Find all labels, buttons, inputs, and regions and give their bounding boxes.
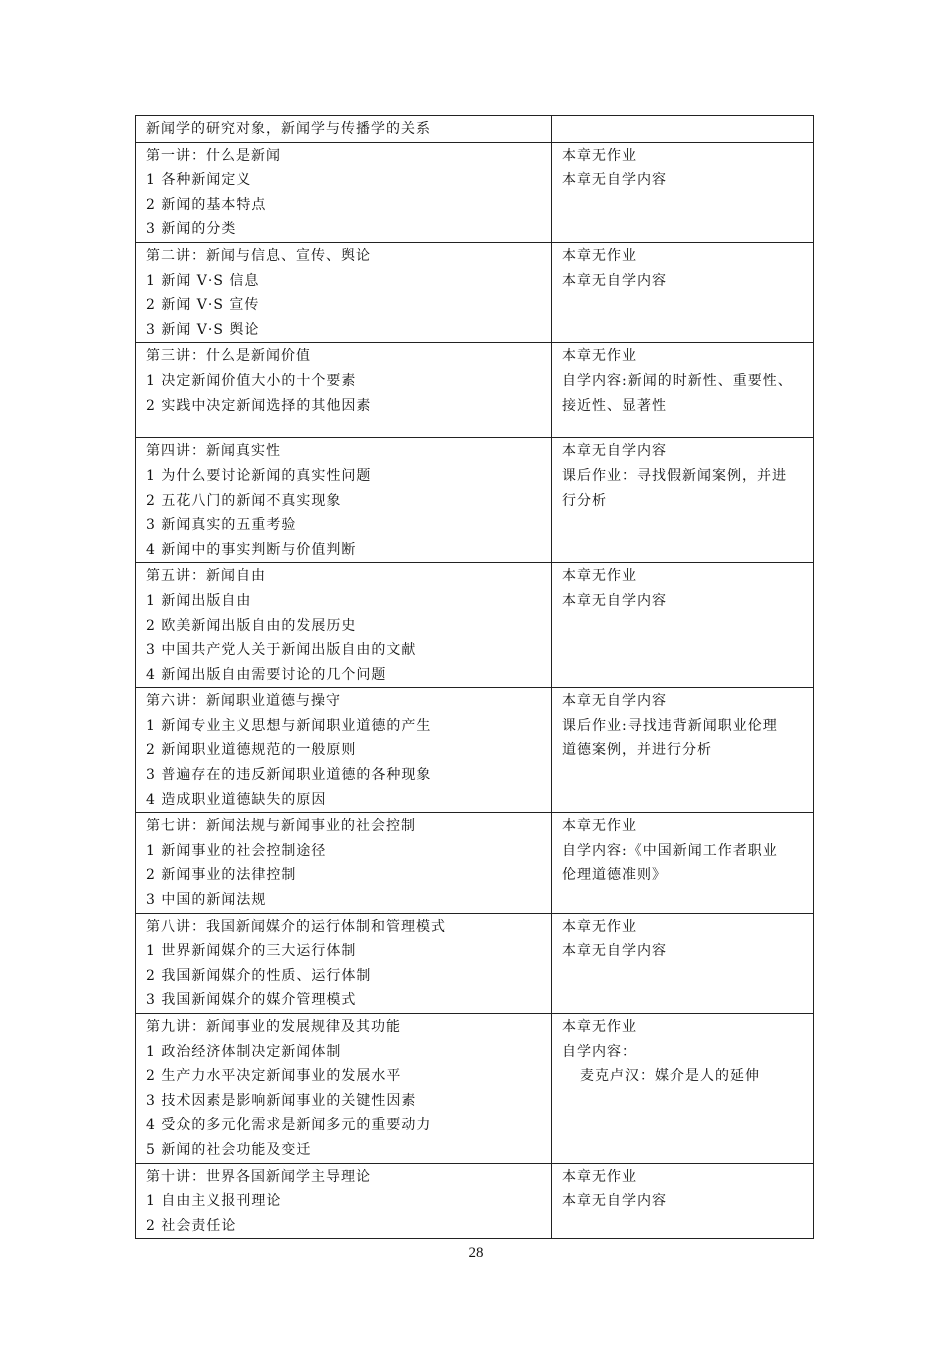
lecture-topic: 2 新闻的基本特点: [146, 196, 267, 213]
assignment-cell: [552, 813, 814, 913]
assignment-note: 自学内容:《中国新闻工作者职业: [562, 842, 778, 859]
lecture-topic: 5 新闻的社会功能及变迁: [146, 1141, 312, 1158]
lecture-content-cell: [136, 688, 552, 813]
page-number: 28: [468, 1245, 484, 1261]
table-row: [136, 913, 814, 1013]
assignment-note: 自学内容:新闻的时新性、重要性、: [562, 372, 793, 389]
lecture-title: 第六讲：新闻职业道德与操守: [146, 693, 341, 710]
assignment-cell: [552, 913, 814, 1013]
lecture-topic: 1 各种新闻定义: [146, 172, 252, 189]
assignment-note: 课后作业：寻找假新闻案例，并进: [562, 467, 787, 484]
assignment-note: 本章无自学内容: [562, 272, 667, 289]
assignment-cell: [552, 563, 814, 688]
assignment-note: 接近性、显著性: [562, 397, 667, 414]
assignment-note: 本章无作业: [562, 918, 637, 935]
lecture-topic: 1 新闻事业的社会控制途径: [146, 842, 327, 859]
assignment-cell: [552, 242, 814, 342]
table-row: [136, 1163, 814, 1239]
lecture-content-cell: [136, 813, 552, 913]
syllabus-table: [135, 115, 814, 1239]
lecture-title: 第七讲：新闻法规与新闻事业的社会控制: [146, 818, 416, 835]
assignment-note: 本章无自学内容: [562, 1193, 667, 1210]
lecture-topic: 1 世界新闻媒介的三大运行体制: [146, 943, 357, 960]
lecture-content-cell: [136, 913, 552, 1013]
lecture-topic: 2 新闻职业道德规范的一般原则: [146, 742, 357, 759]
table-row: [136, 116, 814, 143]
assignment-cell: [552, 142, 814, 242]
syllabus-table-body: [136, 116, 814, 1239]
assignment-note: 自学内容：: [562, 1043, 637, 1060]
lecture-title: 第三讲：什么是新闻价值: [146, 348, 311, 365]
lecture-topic: 2 我国新闻媒介的性质、运行体制: [146, 967, 372, 984]
lecture-content-cell: [136, 438, 552, 563]
lecture-topic: 1 新闻 V·S 信息: [146, 272, 260, 289]
lecture-content-cell: [136, 1163, 552, 1239]
lecture-title: 第九讲：新闻事业的发展规律及其功能: [146, 1019, 401, 1035]
assignment-note: 本章无作业: [562, 247, 637, 264]
assignment-note: 本章无作业: [562, 1168, 637, 1185]
lecture-title: 第五讲：新闻自由: [146, 568, 266, 585]
assignment-cell: [552, 1163, 814, 1239]
assignment-note: 本章无作业: [562, 1019, 637, 1035]
lecture-topic: 1 决定新闻价值大小的十个要素: [146, 372, 357, 389]
lecture-content-cell: [136, 116, 552, 143]
assignment-note: 本章无作业: [562, 818, 637, 835]
assignment-note: 麦克卢汉：媒介是人的延伸: [580, 1068, 760, 1085]
lecture-topic: 1 新闻专业主义思想与新闻职业道德的产生: [146, 717, 432, 734]
assignment-cell: [552, 438, 814, 563]
lecture-content-cell: [136, 343, 552, 438]
lecture-topic: 3 新闻真实的五重考验: [146, 517, 297, 534]
assignment-note: 课后作业:寻找违背新闻职业伦理: [562, 717, 778, 734]
lecture-topic: 4 受众的多元化需求是新闻多元的重要动力: [146, 1117, 432, 1134]
assignment-note: 本章无作业: [562, 348, 637, 365]
lecture-title: 第十讲：世界各国新闻学主导理论: [146, 1168, 371, 1185]
lecture-topic: 3 技术因素是影响新闻事业的关键性因素: [146, 1092, 417, 1109]
lecture-topic: 4 新闻出版自由需要讨论的几个问题: [146, 666, 387, 683]
lecture-topic: 3 中国共产党人关于新闻出版自由的文献: [146, 642, 417, 659]
assignment-note: 本章无作业: [562, 147, 637, 164]
table-row: [136, 1014, 814, 1164]
table-row: [136, 242, 814, 342]
lecture-topic: 2 社会责任论: [146, 1217, 237, 1234]
table-row: [136, 343, 814, 438]
assignment-cell: [552, 688, 814, 813]
lecture-topic: 2 新闻事业的法律控制: [146, 867, 297, 884]
lecture-content-cell: [136, 242, 552, 342]
lecture-content-cell: [136, 563, 552, 688]
lecture-topic: 4 新闻中的事实判断与价值判断: [146, 541, 357, 558]
lecture-title: 第四讲：新闻真实性: [146, 443, 281, 460]
lecture-title: 第二讲：新闻与信息、宣传、舆论: [146, 247, 371, 264]
table-row: [136, 813, 814, 913]
lecture-topic: 3 新闻 V·S 舆论: [146, 321, 260, 338]
assignment-note: 伦理道德准则》: [562, 867, 667, 884]
lecture-title: 第八讲：我国新闻媒介的运行体制和管理模式: [146, 918, 446, 935]
assignment-note: 本章无自学内容: [562, 443, 667, 460]
lecture-topic: 2 生产力水平决定新闻事业的发展水平: [146, 1068, 402, 1085]
lecture-topic: 3 中国的新闻法规: [146, 892, 267, 909]
table-row: [136, 688, 814, 813]
assignment-cell: [552, 116, 814, 143]
lecture-title: 第一讲：什么是新闻: [146, 147, 281, 164]
lecture-content-cell: [136, 1014, 552, 1164]
lecture-topic: 3 我国新闻媒介的媒介管理模式: [146, 992, 357, 1009]
assignment-note: 本章无自学内容: [562, 592, 667, 609]
lecture-topic: 2 新闻 V·S 宣传: [146, 297, 260, 314]
lecture-topic: 2 实践中决定新闻选择的其他因素: [146, 397, 372, 414]
assignment-note: 道德案例，并进行分析: [562, 742, 712, 759]
assignment-note: 本章无自学内容: [562, 943, 667, 960]
assignment-note: 本章无自学内容: [562, 693, 667, 710]
lecture-topic: 1 为什么要讨论新闻的真实性问题: [146, 467, 372, 484]
assignment-cell: [552, 1014, 814, 1164]
assignment-cell: [552, 343, 814, 438]
table-row: [136, 438, 814, 563]
lecture-topic: 3 新闻的分类: [146, 221, 237, 238]
lecture-title: 新闻学的研究对象，新闻学与传播学的关系: [146, 121, 431, 137]
lecture-topic: 1 自由主义报刊理论: [146, 1193, 282, 1210]
lecture-topic: 1 新闻出版自由: [146, 592, 252, 609]
lecture-topic: 2 五花八门的新闻不真实现象: [146, 492, 342, 509]
assignment-note: 本章无自学内容: [562, 172, 667, 189]
lecture-topic: 4 造成职业道德缺失的原因: [146, 791, 327, 808]
table-row: [136, 563, 814, 688]
assignment-note: 本章无作业: [562, 568, 637, 585]
lecture-topic: 1 政治经济体制决定新闻体制: [146, 1043, 342, 1060]
lecture-content-cell: [136, 142, 552, 242]
lecture-topic: 2 欧美新闻出版自由的发展历史: [146, 617, 357, 634]
assignment-note: 行分析: [562, 492, 607, 509]
lecture-topic: 3 普遍存在的违反新闻职业道德的各种现象: [146, 767, 432, 784]
table-row: [136, 142, 814, 242]
